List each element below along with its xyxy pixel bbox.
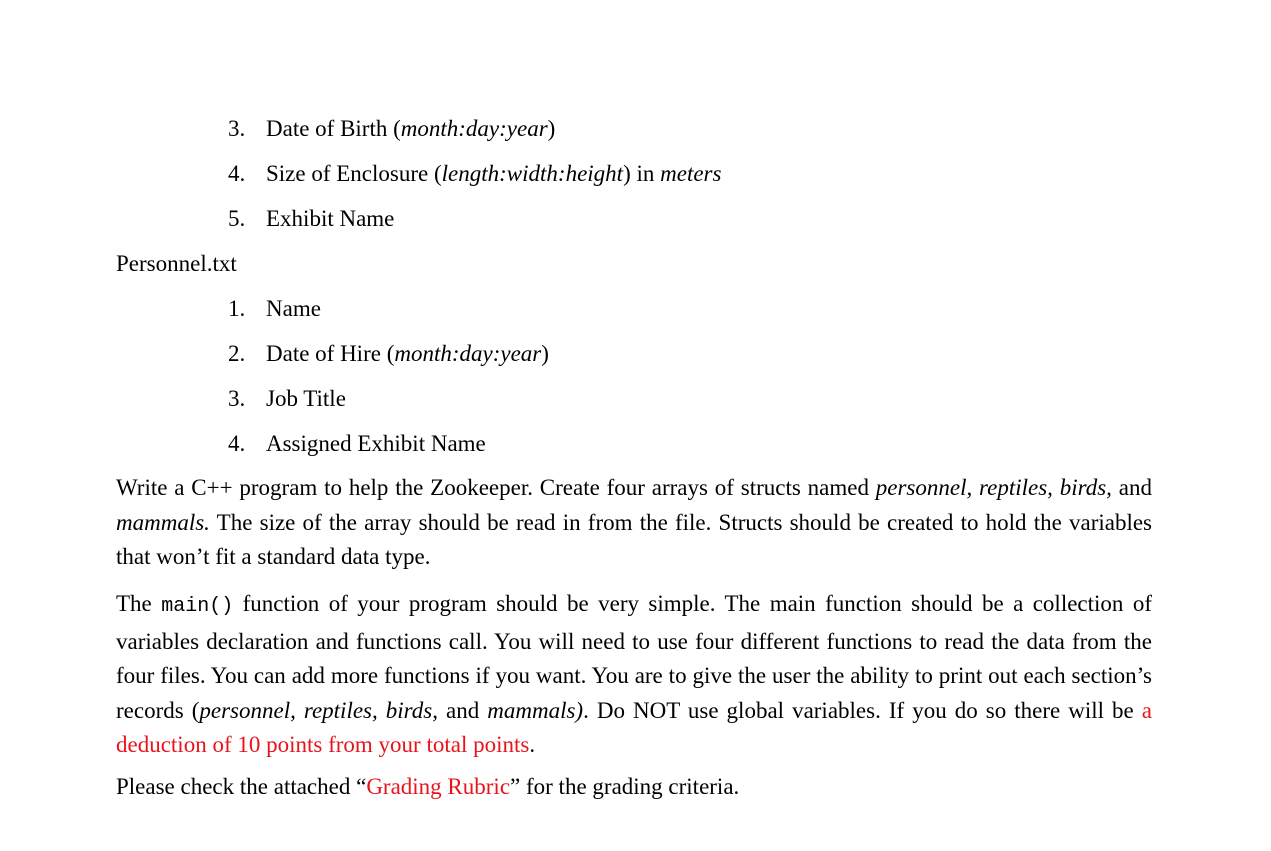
- text-run: Write a C++ program to help the Zookeeper. Create four arrays of structs named: [116, 475, 876, 500]
- italic-text: month:day:year: [400, 116, 548, 141]
- text-run: Date of Birth (: [266, 116, 401, 141]
- italic-text: mammals.: [116, 509, 210, 535]
- list-text: [266, 386, 346, 411]
- italic-text: month:day:year: [394, 341, 542, 366]
- list-number: 4.: [228, 431, 246, 456]
- list-text: [266, 296, 321, 321]
- code-text: main(): [161, 595, 234, 618]
- list-number: 3.: [228, 116, 246, 141]
- text-run: .: [529, 732, 536, 757]
- list-item-job-title: [228, 384, 346, 414]
- list-item-assigned-exhibit: [228, 429, 486, 459]
- list-text: [266, 341, 549, 366]
- text-run: ): [547, 116, 556, 141]
- text-run: ): [541, 341, 549, 366]
- list-number: 4.: [228, 161, 246, 186]
- text-run: and: [437, 697, 488, 723]
- text-run: Exhibit Name: [266, 206, 395, 231]
- emphasis-text: Grading Rubric: [366, 774, 511, 799]
- text-run: Please check the attached “: [116, 774, 367, 799]
- list-number: 1.: [228, 296, 246, 321]
- list-item-date-of-birth: [228, 114, 555, 144]
- paragraph-grading-note: [116, 770, 1152, 805]
- text-run: Size of Enclosure (: [266, 161, 442, 186]
- list-item-date-of-hire: [228, 339, 549, 369]
- list-text: [266, 206, 394, 231]
- paragraph-program-task: [116, 471, 1152, 575]
- text-run: function of your program should be very simple. The main function should be a collection of variables declaration and functions call. You will need to use four different functions to read the data from the four files. You can add more functions if you want. You are to give the user the ability to print out each section’s records (: [116, 591, 1152, 723]
- list-text: [266, 116, 555, 141]
- italic-text: mammals): [487, 697, 584, 723]
- list-number: 3.: [228, 386, 246, 411]
- list-number: 5.: [228, 206, 246, 231]
- text-run: The size of the array should be read in from the file. Structs should be created to hold the variables that won’t fit a standard data type.: [116, 509, 1152, 569]
- text-run: and: [1111, 475, 1152, 500]
- text-run: Date of Hire (: [266, 341, 395, 366]
- list-number: 2.: [228, 341, 246, 366]
- list-item-name: [228, 294, 321, 324]
- italic-text: meters: [660, 161, 722, 186]
- text-run: . Do NOT use global variables. If you do so there will be: [583, 697, 1142, 723]
- italic-text: length:width:height: [441, 161, 624, 186]
- text-run: Name: [266, 296, 321, 321]
- list-item-exhibit-name: [228, 204, 394, 234]
- text-run: ) in: [623, 161, 661, 186]
- list-text: [266, 161, 721, 186]
- list-text: [266, 431, 486, 456]
- text-run: ” for the grading criteria.: [510, 774, 740, 799]
- text-run: Assigned Exhibit Name: [266, 431, 486, 456]
- list-item-enclosure-size: [228, 159, 721, 189]
- text-run: Job Title: [266, 386, 346, 411]
- italic-text: personnel, reptiles, birds,: [199, 697, 438, 723]
- paragraph-main-function: [116, 587, 1152, 763]
- text-run: The: [116, 591, 162, 616]
- emphasis-text: a deduction of 10 points from your total points: [116, 697, 1152, 757]
- italic-text: personnel, reptiles, birds,: [875, 475, 1112, 500]
- personnel-file-heading: Personnel.txt: [116, 251, 237, 276]
